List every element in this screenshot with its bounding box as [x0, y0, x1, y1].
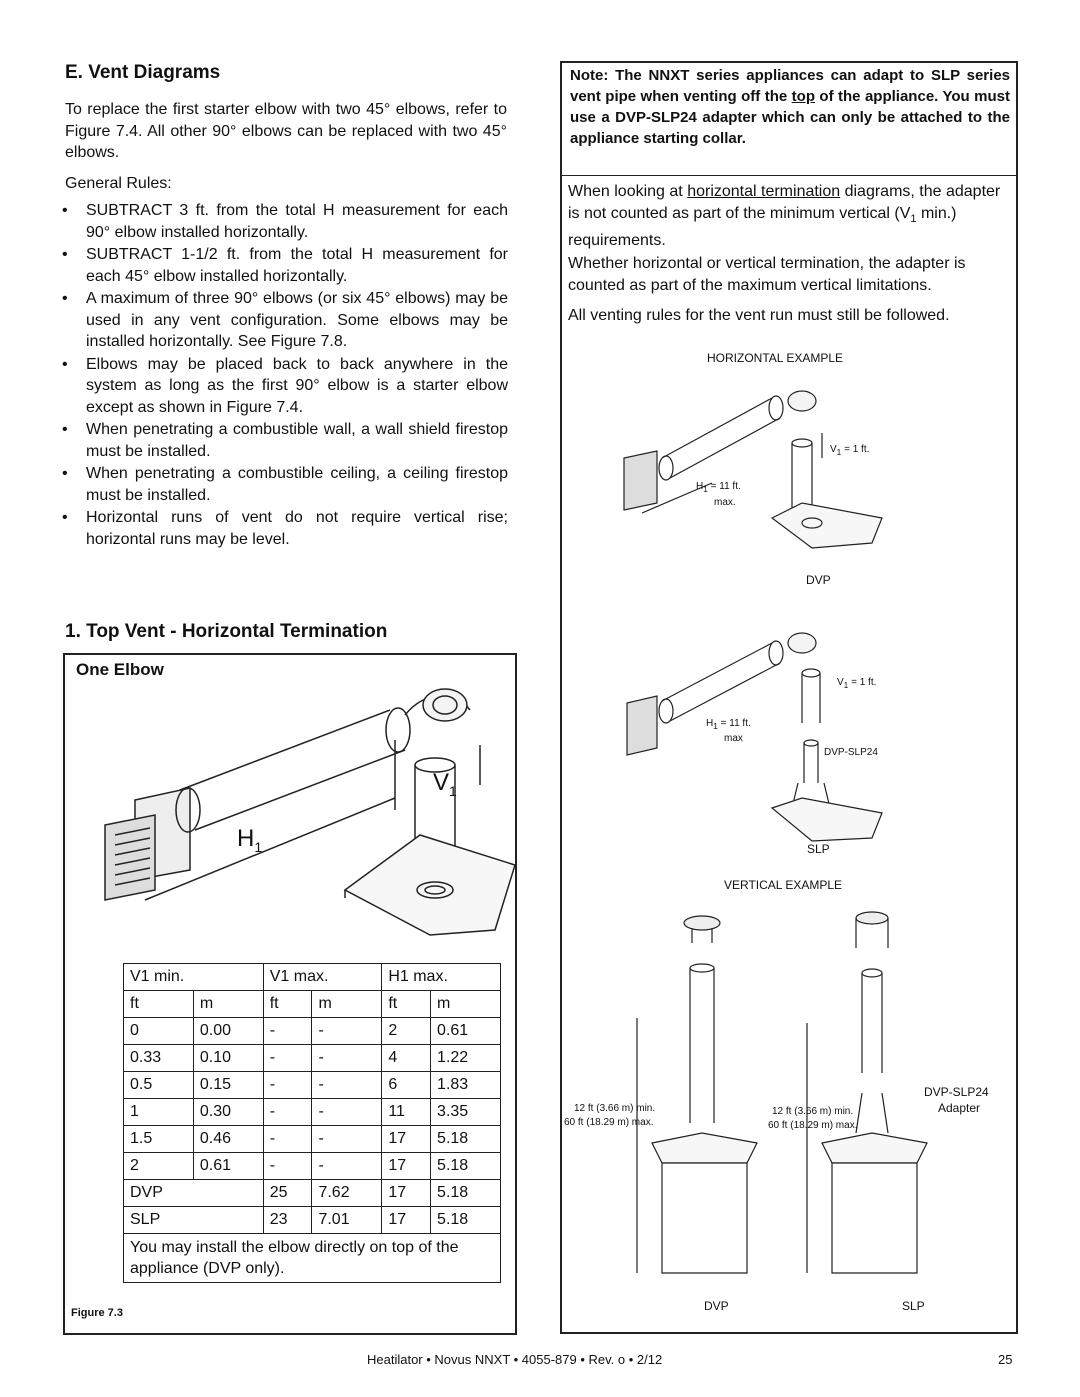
section-title: E. Vent Diagrams: [65, 62, 221, 83]
rule-item: • When penetrating a combustible ceiling, a ceiling firestop must be installed.: [58, 463, 508, 506]
head-cell: H1 max.: [382, 964, 501, 991]
unit-cell: m: [312, 991, 382, 1018]
unit-cell: ft: [382, 991, 431, 1018]
subsection-title: 1. Top Vent - Horizontal Termination: [65, 621, 388, 642]
page-number: 25: [998, 1352, 1013, 1367]
h1-max-label-2: max: [724, 733, 743, 744]
table-footer-note: You may install the elbow directly on top of the appliance (DVP only).: [124, 1234, 501, 1283]
box-title: One Elbow: [76, 660, 164, 679]
rule-item: • SUBTRACT 1-1/2 ft. from the total H measurement for each 45° elbow installed horizontally.: [58, 244, 508, 287]
h1-max-label: max.: [714, 497, 736, 508]
table-row: DVP 25 7.62 17 5.18: [124, 1180, 501, 1207]
general-rules-label: General Rules:: [65, 175, 172, 192]
figure-label: Figure 7.3: [71, 1307, 123, 1319]
table-row: 0.5 0.15 - - 6 1.83: [124, 1072, 501, 1099]
v1-eq-label-2: $V_1 = 1$ ft.: [837, 677, 877, 690]
vent-table: [123, 963, 501, 1283]
head-cell: V1 min.: [124, 964, 264, 991]
right-min-label: 12 ft (3.66 m) min.: [772, 1106, 854, 1117]
h1-eq-label: $H_1 = 11$ ft.: [696, 481, 741, 494]
bottom-slp-label: SLP: [902, 1299, 925, 1313]
rules-list: [58, 200, 508, 551]
table-row: 2 0.61 - - 17 5.18: [124, 1153, 501, 1180]
dvp-label: DVP: [806, 573, 831, 587]
dvp-slp24-label: DVP-SLP24: [824, 747, 878, 758]
one-elbow-diagram: [95, 670, 515, 960]
footer-text: Heatilator • Novus NNXT • 4055-879 • Rev. o • 2/12: [367, 1352, 663, 1367]
note-paragraph-3: All venting rules for the vent run must still be followed.: [568, 307, 950, 324]
right-max-label: 60 ft (18.29 m) max.: [768, 1120, 858, 1131]
table-row: 1.5 0.46 - - 17 5.18: [124, 1126, 501, 1153]
unit-cell: ft: [124, 991, 194, 1018]
horizontal-slp-diagram: [612, 623, 912, 843]
v1-label: $V_1$: [433, 769, 457, 799]
slp-label: SLP: [807, 842, 830, 856]
table-row: SLP 23 7.01 17 5.18: [124, 1207, 501, 1234]
horizontal-dvp-diagram: [612, 383, 912, 553]
adapter-label-1: DVP-SLP24: [924, 1085, 989, 1099]
left-max-label: 60 ft (18.29 m) max.: [564, 1117, 654, 1128]
rule-item: • Elbows may be placed back to back anywhere in the system as long as the first 90° elbow is a starter elbow except as shown in Figure 7.4.: [58, 354, 508, 419]
bottom-dvp-label: DVP: [704, 1299, 729, 1313]
table-row: 0 0.00 - - 2 0.61: [124, 1018, 501, 1045]
intro-paragraph: To replace the first starter elbow with two 45° elbows, refer to Figure 7.4. All other 90° elbows can be replaced with two 45° elbows.: [65, 101, 507, 161]
one-elbow-figure-box: [63, 653, 517, 1335]
left-min-label: 12 ft (3.66 m) min.: [574, 1103, 656, 1114]
v1-eq-label: $V_1 = 1$ ft.: [830, 444, 870, 457]
unit-cell: ft: [263, 991, 312, 1018]
rule-item: • Horizontal runs of vent do not require vertical rise; horizontal runs may be level.: [58, 507, 508, 550]
h1-label: $H_1$: [237, 825, 263, 855]
horizontal-example-label: HORIZONTAL EXAMPLE: [707, 351, 844, 365]
vertical-example-label: VERTICAL EXAMPLE: [724, 878, 843, 892]
unit-cell: m: [193, 991, 263, 1018]
h1-eq-label-2: $H_1 = 11$ ft.: [706, 718, 751, 731]
rule-item: • A maximum of three 90° elbows (or six 45° elbows) may be used in any vent configuration. Some elbows may be installed horizontally. See Figure 7.8.: [58, 288, 508, 353]
rule-item: • SUBTRACT 3 ft. from the total H measurement for each 90° elbow installed horizontally.: [58, 200, 508, 243]
rule-item: • When penetrating a combustible wall, a wall shield firestop must be installed.: [58, 419, 508, 462]
note-paragraph-1: When looking at horizontal termination diagrams, the adapter is not counted as part of the minimum vertical ($V_1$ min.) requirements.: [568, 183, 1001, 250]
adapter-label-2: Adapter: [938, 1101, 981, 1115]
note-paragraph-2: Whether horizontal or vertical termination, the adapter is counted as part of the maximum vertical limitations.: [568, 255, 966, 294]
unit-cell: m: [431, 991, 501, 1018]
table-row: 1 0.30 - - 11 3.35: [124, 1099, 501, 1126]
table-row: 0.33 0.10 - - 4 1.22: [124, 1045, 501, 1072]
head-cell: V1 max.: [263, 964, 382, 991]
note-figure-box: [560, 61, 1018, 1334]
note-text: Note: The NNXT series appliances can adapt to SLP series vent pipe when venting off the top of the appliance. You must use a DVP-SLP24 adapter which can only be attached to the appliance starting collar.: [570, 67, 1010, 147]
